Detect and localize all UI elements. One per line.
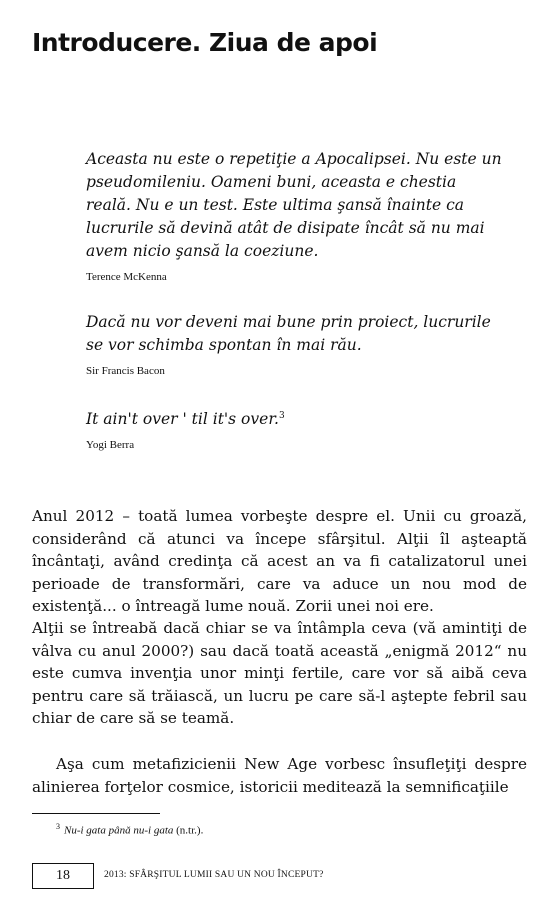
epigraph-quote [86, 408, 506, 431]
epigraph-author: Sir Francis Bacon [86, 365, 165, 377]
epigraph-author: Yogi Berra [86, 439, 135, 451]
epigraph-author: Terence McKenna [86, 271, 167, 283]
epigraph-berra [86, 408, 506, 451]
epigraph-mckenna [86, 148, 506, 283]
footnote [56, 822, 203, 837]
footnote-reference: 3 [278, 410, 285, 421]
epigraph-bacon [86, 311, 506, 377]
footnote-divider [32, 813, 160, 814]
epigraph-quote: Dacă nu vor deveni mai bune prin proiect, lucrurile se vor schimba spontan în mai rău. [86, 313, 491, 354]
epigraph-quote: Aceasta nu este o repetiţie a Apocalipsei. Nu este un pseudomileniu. Oameni buni, aceasta e chestia reală. Nu e un test. Este ultima şansă înainte ca lucrurile să devină atât de disipate încât să nu mai avem nicio şansă la coeziune. [86, 150, 502, 260]
footnote-suffix: (n.tr.). [173, 824, 204, 837]
chapter-title: Introducere. Ziua de apoi [32, 28, 378, 57]
epigraph-quote-text: It ain't over ' til it's over. [86, 410, 279, 428]
body-paragraph-2: Alţii se întreabă dacă chiar se va întâmpla ceva (vă amintiţi de vâlva cu anul 2000?) sau dacă toată această „enigmă 2012“ nu este cumva invenţia unor minţi fertile, care vor să aibă ceva pentru care să trăiască, un lucru pe care să-l aştepte febril sau chiar de care să se teamă. [32, 619, 527, 727]
page-number: 18 [32, 863, 94, 889]
body-paragraph-1: Anul 2012 – toată lumea vorbeşte despre el. Unii cu groază, considerând că atunci va începe sfârşitul. Alţii îl aşteaptă încântaţi, având credinţa că acest an va fi catalizatorul unei perioade de transformări, care va aduce un nou mod de existenţă... o întreagă lume nouă. Zorii unei noi ere. [32, 507, 527, 615]
footnote-italic-text: Nu-i gata până nu-i gata [64, 824, 174, 837]
body-paragraph-3: Aşa cum metafizicienii New Age vorbesc însufleţiţi despre alinierea forţelor cosmice, istoricii meditează la semnificaţiile [32, 755, 527, 796]
footnote-mark: 3 [56, 822, 60, 831]
running-footer-title: 2013: SFÂRŞITUL LUMII SAU UN NOU ÎNCEPUT? [104, 870, 324, 880]
